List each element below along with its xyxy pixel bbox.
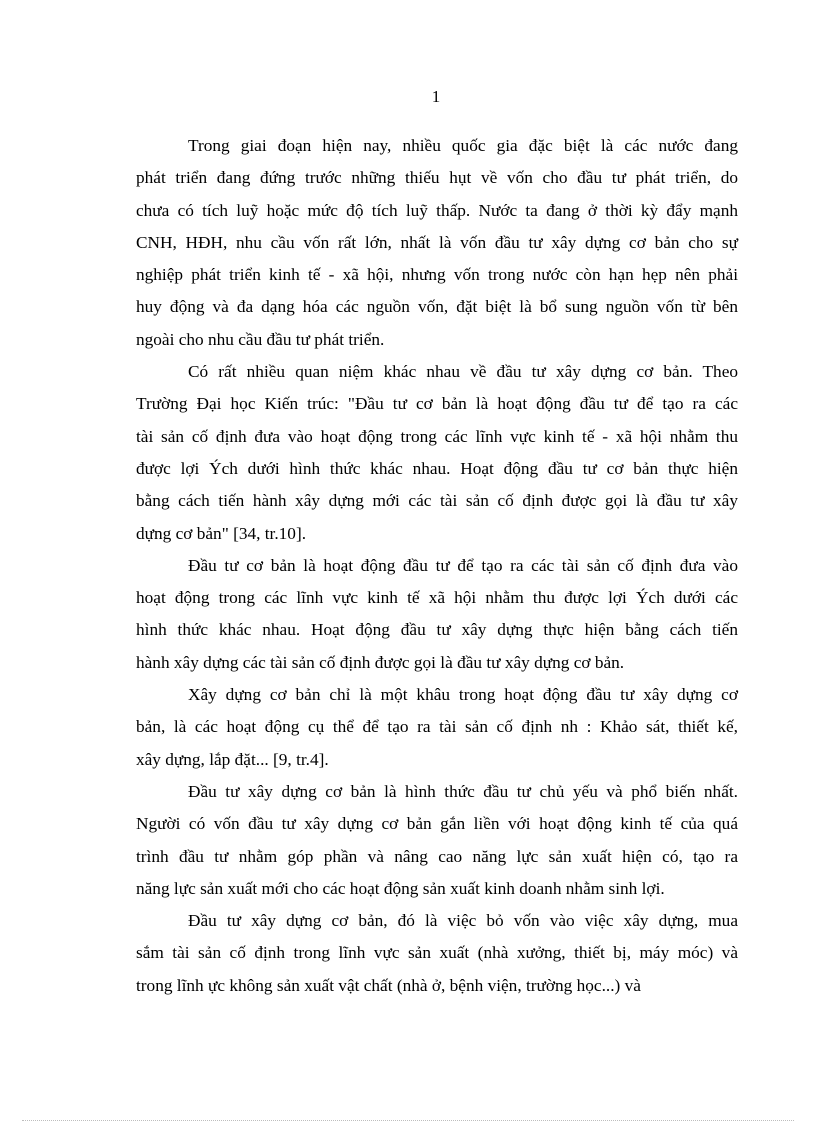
paragraph-2	[136, 356, 738, 550]
text-line: trong lĩnh ực không sản xuất vật chất (nhà ở, bệnh viện, trường học...) và	[136, 975, 641, 995]
text-line: phát triển đang đứng trước những thiếu hụt về vốn cho đầu tư phát triển, do	[136, 168, 738, 188]
text-line: Xây dựng cơ bản chỉ là một khâu trong hoạt động đầu tư xây dựng cơ	[188, 685, 738, 705]
paragraph-5	[136, 776, 738, 905]
text-line: hoạt động trong các lĩnh vực kinh tế xã hội nhằm thu được lợi Ých dưới các	[136, 588, 738, 608]
page-number: 1	[431, 87, 441, 106]
text-line: Đầu tư xây dựng cơ bản là hình thức đầu tư chủ yếu và phổ biến nhất.	[188, 781, 738, 801]
text-line: bản, là các hoạt động cụ thể để tạo ra tài sản cố định nh : Khảo sát, thiết kế,	[136, 717, 738, 737]
paragraph-4	[136, 679, 738, 776]
text-line: CNH, HĐH, nhu cầu vốn rất lớn, nhất là vốn đầu tư xây dựng cơ bản cho sự	[136, 232, 738, 252]
document-body	[136, 130, 738, 1002]
text-line: sắm tài sản cố định trong lĩnh vực sản xuất (nhà xưởng, thiết bị, máy móc) và	[136, 943, 738, 963]
text-line: Đầu tư cơ bản là hoạt động đầu tư để tạo ra các tài sản cố định đưa vào	[188, 555, 738, 575]
text-line: hình thức khác nhau. Hoạt động đầu tư xây dựng thực hiện bằng cách tiến	[136, 620, 738, 640]
text-line: trình đầu tư nhằm góp phần và nâng cao năng lực sản xuất hiện có, tạo ra	[136, 846, 738, 866]
text-line: Có rất nhiều quan niệm khác nhau về đầu tư xây dựng cơ bản. Theo	[188, 362, 738, 382]
text-line: được lợi Ých dưới hình thức khác nhau. Hoạt động đầu tư cơ bản thực hiện	[136, 458, 738, 478]
text-line: chưa có tích luỹ hoặc mức độ tích luỹ thấp. Nước ta đang ở thời kỳ đẩy mạnh	[136, 200, 738, 220]
text-line: nghiệp phát triển kinh tế - xã hội, nhưng vốn trong nước còn hạn hẹp nên phải	[136, 265, 738, 285]
text-line: hành xây dựng các tài sản cố định được gọi là đầu tư xây dựng cơ bản.	[136, 652, 625, 672]
text-line: tài sản cố định đưa vào hoạt động trong các lĩnh vực kinh tế - xã hội nhằm thu	[136, 426, 738, 446]
page-bottom-divider	[22, 1120, 794, 1121]
paragraph-6	[136, 905, 738, 1002]
paragraph-1	[136, 130, 738, 356]
paragraph-3	[136, 550, 738, 679]
text-line: Trường Đại học Kiến trúc: "Đầu tư cơ bản là hoạt động đầu tư để tạo ra các	[136, 394, 738, 414]
text-line: Trong giai đoạn hiện nay, nhiều quốc gia đặc biệt là các nước đang	[188, 136, 738, 155]
text-line: ngoài cho nhu cầu đầu tư phát triển.	[136, 329, 385, 349]
text-line: Người có vốn đầu tư xây dựng cơ bản gắn liền với hoạt động kinh tế của quá	[136, 814, 738, 834]
text-line: dựng cơ bản" [34, tr.10].	[136, 523, 307, 543]
text-line: năng lực sản xuất mới cho các hoạt động sản xuất kinh doanh nhằm sinh lợi.	[136, 878, 665, 898]
text-line: Đầu tư xây dựng cơ bản, đó là việc bỏ vốn vào việc xây dựng, mua	[188, 911, 738, 931]
text-line: bằng cách tiến hành xây dựng mới các tài sản cố định được gọi là đầu tư xây	[136, 491, 738, 511]
text-line: huy động và đa dạng hóa các nguồn vốn, đặt biệt là bổ sung nguồn vốn từ bên	[136, 297, 738, 317]
text-line: xây dựng, lắp đặt... [9, tr.4].	[136, 749, 329, 769]
